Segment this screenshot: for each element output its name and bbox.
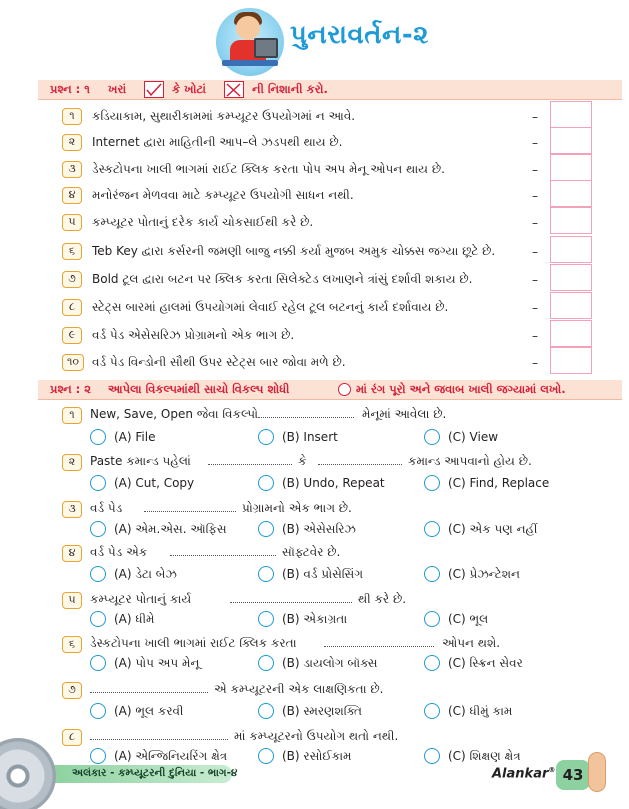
option-radio[interactable]	[424, 611, 440, 627]
question-number: ૩	[62, 501, 82, 518]
question	[62, 543, 622, 563]
answer-dash: –	[532, 356, 538, 370]
question-number: ૭	[62, 682, 82, 699]
page-title: પુનરાવર્તન-૨	[290, 20, 429, 50]
answer-box[interactable]	[550, 207, 592, 234]
section1-instruction-end: ની નિશાની કરો.	[252, 82, 328, 96]
answer-blank[interactable]	[90, 692, 208, 693]
option-radio[interactable]	[258, 521, 274, 537]
hand-pointer-icon	[588, 752, 606, 792]
list-item	[62, 185, 622, 209]
section2-instruction-bar	[38, 380, 622, 400]
question-text-part: સૉફ્ટવેર છે.	[282, 545, 341, 559]
item-number: ૮	[62, 299, 82, 316]
question-number: ૬	[62, 636, 82, 653]
question-text-part: વર્ડ પેડ એક	[90, 545, 148, 559]
statement-text: ડેસ્કટોપના ખાલી ભાગમાં રાઈટ ક્લિક કરતા પોપ અપ મેનૂ ઓપન થાય છે.	[92, 162, 445, 176]
question-text-part: પ્રોગ્રામનો એક ભાગ છે.	[242, 501, 352, 515]
question-text-part: New, Save, Open જેવા વિકલ્પો	[90, 407, 259, 421]
statement-text: Bold ટૂલ દ્વારા બટન પર ક્લિક કરતા સિલેક્ટેડ લખાણને ત્રાંસું દર્શાવી શકાય છે.	[92, 272, 473, 286]
question-text-part: કમાન્ડ આપવાનો હોય છે.	[408, 454, 532, 468]
answer-box[interactable]	[550, 180, 592, 207]
option-radio[interactable]	[258, 655, 274, 671]
answer-dash: –	[532, 110, 538, 124]
question-text-part: એ કમ્પ્યૂટરની એક લાક્ષણિકતા છે.	[214, 682, 384, 696]
footer-series-title: અલંકાર - કમ્પ્યૂટરની દુનિયા - ભાગ-૪	[72, 767, 238, 779]
answer-box[interactable]	[550, 154, 592, 181]
statement-text: કડિયાકામ, સુથારીકામમાં કમ્પ્યૂટર ઉપયોગમાં ન આવે.	[92, 109, 356, 123]
section2-label: પ્રશ્ન : ૨	[50, 382, 91, 396]
section2-instruction-start: આપેલા વિકલ્પમાંથી સાચો વિકલ્પ શોધી	[108, 382, 290, 396]
question-text-part: મેનૂમાં આવેલા છે.	[362, 407, 447, 421]
option-radio[interactable]	[424, 521, 440, 537]
list-item	[62, 159, 622, 183]
list-item	[62, 106, 622, 130]
answer-box[interactable]	[550, 347, 592, 374]
list-item	[62, 297, 622, 321]
list-item	[62, 241, 622, 265]
option-radio[interactable]	[90, 475, 106, 491]
option-radio[interactable]	[90, 521, 106, 537]
answer-blank[interactable]	[90, 739, 228, 740]
cross-mark-icon	[224, 81, 244, 98]
option-radio[interactable]	[90, 566, 106, 582]
answer-blank[interactable]	[144, 511, 236, 512]
answer-dash: –	[532, 273, 538, 287]
option-radio[interactable]	[258, 611, 274, 627]
publisher-logo: Alankar®	[492, 766, 556, 782]
option-radio[interactable]	[424, 703, 440, 719]
list-item	[62, 212, 622, 236]
question	[62, 680, 622, 700]
option-radio[interactable]	[258, 475, 274, 491]
answer-dash: –	[532, 216, 538, 230]
statement-text: સ્ટેટ્સ બારમાં હાલમાં ઉપયોગમાં લેવાઈ રહેલ ટૂલ બટનનું કાર્ય દર્શાવાય છે.	[92, 300, 449, 314]
option-radio[interactable]	[258, 703, 274, 719]
answer-dash: –	[532, 136, 538, 150]
question-text-part: વર્ડ પેડ	[90, 501, 123, 515]
question-number: ૫	[62, 592, 82, 609]
option-radio[interactable]	[258, 429, 274, 445]
item-number: ૩	[62, 161, 82, 178]
answer-blank[interactable]	[170, 555, 276, 556]
answer-blank[interactable]	[324, 646, 434, 647]
question-number: ૮	[62, 729, 82, 746]
list-item	[62, 325, 622, 349]
question-number: ૧	[62, 407, 82, 424]
answer-blank[interactable]	[230, 602, 352, 603]
answer-box[interactable]	[550, 127, 592, 154]
answer-box[interactable]	[550, 264, 592, 291]
question-text-part: ડેસ્કટોપના ખાલી ભાગમાં રાઈટ ક્લિક કરતા	[90, 636, 297, 650]
option-radio[interactable]	[258, 566, 274, 582]
option-radio[interactable]	[424, 655, 440, 671]
question-number: ૪	[62, 545, 82, 562]
item-number: ૫	[62, 214, 82, 231]
list-item	[62, 269, 622, 293]
statement-text: મનોરંજન મેળવવા માટે કમ્પ્યૂટર ઉપયોગી સાધન નથી.	[92, 188, 354, 202]
list-item	[62, 352, 622, 376]
page-number: 43	[556, 760, 590, 790]
answer-blank[interactable]	[258, 417, 354, 418]
statement-text: વર્ડ પેડ વિન્ડોની સૌથી ઉપર સ્ટેટ્સ બાર જોવા મળે છે.	[92, 355, 346, 369]
answer-dash: –	[532, 163, 538, 177]
question	[62, 634, 622, 654]
option-radio[interactable]	[90, 748, 106, 764]
item-number: ૨	[62, 134, 82, 151]
answer-blank[interactable]	[318, 464, 402, 465]
section1-label: પ્રશ્ન : ૧	[50, 82, 90, 96]
item-number: ૭	[62, 271, 82, 288]
option-radio[interactable]	[90, 429, 106, 445]
option-radio[interactable]	[424, 475, 440, 491]
option-radio[interactable]	[90, 703, 106, 719]
section1-instruction-bar	[38, 80, 622, 100]
statement-text: વર્ડ પેડ એસેસરિઝ પ્રોગ્રામનો એક ભાગ છે.	[92, 328, 295, 342]
answer-box[interactable]	[550, 101, 592, 128]
option-radio[interactable]	[424, 566, 440, 582]
answer-dash: –	[532, 245, 538, 259]
boy-at-computer-icon	[216, 8, 284, 76]
option-radio[interactable]	[424, 748, 440, 764]
tick-mark-icon	[144, 81, 164, 98]
option-radio[interactable]	[90, 611, 106, 627]
statement-text: કમ્પ્યૂટર પોતાનું દરેક કાર્ય ચોકસાઈથી કરે છે.	[92, 215, 314, 229]
question-text-part: માં કમ્પ્યૂટરનો ઉપયોગ થતો નથી.	[234, 729, 399, 743]
item-number: ૪	[62, 187, 82, 204]
question	[62, 452, 622, 472]
question-text-part: ઓપન થશે.	[442, 636, 501, 650]
footer-series-bar	[52, 765, 238, 783]
item-number: ૧	[62, 108, 82, 125]
item-number: ૯	[62, 327, 82, 344]
statement-text: Teb Key દ્વારા કર્સરની જમણી બાજુ નક્કી કર્યા મુજબ અમુક ચોક્કસ જગ્યા છૂટે છે.	[92, 244, 496, 258]
section2-instruction-end: માં રંગ પૂરો અને જવાબ ખાલી જગ્યામાં લખો.	[356, 382, 566, 396]
question	[62, 405, 622, 425]
answer-box[interactable]	[550, 236, 592, 263]
answer-dash: –	[532, 301, 538, 315]
cd-disc-icon	[0, 738, 56, 809]
question-number: ૨	[62, 454, 82, 471]
page-header	[0, 0, 629, 80]
answer-dash: –	[532, 189, 538, 203]
circle-icon	[338, 383, 351, 396]
answer-box[interactable]	[550, 320, 592, 347]
item-number: ૬	[62, 243, 82, 260]
question	[62, 590, 622, 610]
answer-dash: –	[532, 329, 538, 343]
option-radio[interactable]	[258, 748, 274, 764]
question-text-part: Paste કમાન્ડ પહેલાં	[90, 454, 191, 468]
question	[62, 499, 622, 519]
item-number: ૧૦	[62, 354, 84, 371]
option-radio[interactable]	[424, 429, 440, 445]
list-item	[62, 132, 622, 156]
statement-text: Internet દ્વારા માહિતીની આપ–લે ઝડપથી થાય છે.	[92, 135, 343, 149]
answer-blank[interactable]	[208, 464, 292, 465]
option-radio[interactable]	[90, 655, 106, 671]
true-word: ખરાં	[108, 82, 127, 96]
question-text-part: કે	[298, 454, 307, 468]
false-word: કે ખોટાં	[172, 82, 206, 96]
answer-box[interactable]	[550, 292, 592, 319]
question-text-part: કમ્પ્યૂટર પોતાનું કાર્ય	[90, 592, 192, 606]
question-text-part: થી કરે છે.	[358, 592, 407, 606]
question	[62, 727, 622, 747]
